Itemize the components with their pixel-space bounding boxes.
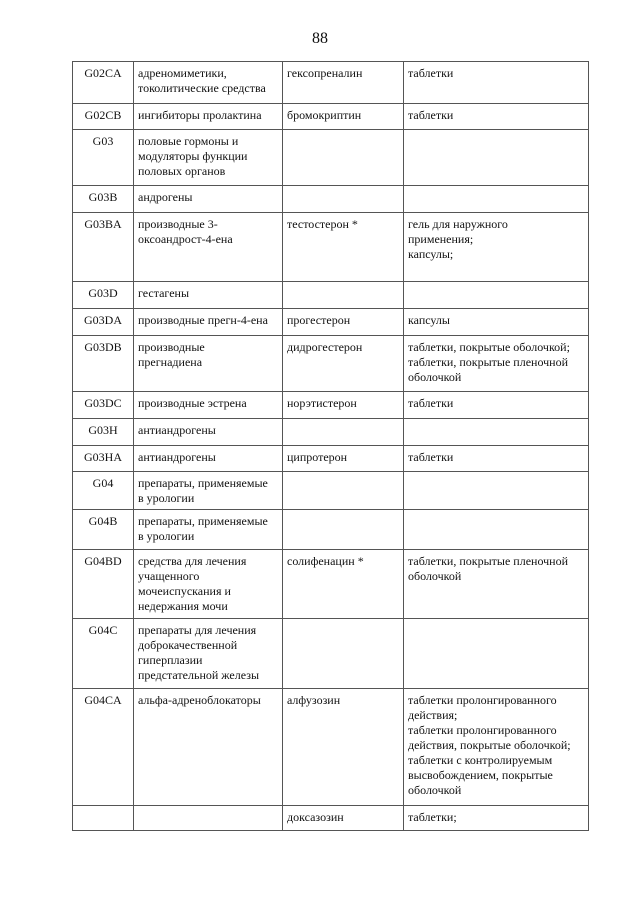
substance-cell: прогестерон	[283, 309, 404, 336]
table-row	[73, 392, 589, 419]
dosage-form-cell: таблетки	[404, 62, 589, 104]
substance-cell	[283, 186, 404, 213]
group-cell: андрогены	[134, 186, 283, 213]
group-cell: ингибиторы пролактина	[134, 104, 283, 130]
group-cell: гестагены	[134, 282, 283, 309]
atc-code-cell: G04CA	[73, 689, 134, 806]
atc-code-cell: G03DA	[73, 309, 134, 336]
atc-code-cell: G03H	[73, 419, 134, 446]
substance-cell	[283, 510, 404, 550]
atc-code-cell: G02CA	[73, 62, 134, 104]
substance-cell: доксазозин	[283, 806, 404, 831]
substance-cell: гексопреналин	[283, 62, 404, 104]
table-row	[73, 336, 589, 392]
substance-cell: дидрогестерон	[283, 336, 404, 392]
group-cell: альфа-адреноблокаторы	[134, 689, 283, 806]
group-cell: производные эстрена	[134, 392, 283, 419]
dosage-form-cell: таблетки пролонгированного действия; таблетки пролонгированного действия, покрытые оболочкой; таблетки с контролируемым высвобождением, покрытые оболочкой	[404, 689, 589, 806]
substance-cell: тестостерон *	[283, 213, 404, 282]
atc-code-cell: G03D	[73, 282, 134, 309]
table-row	[73, 689, 589, 806]
drug-table	[72, 61, 589, 831]
group-cell: средства для лечения учащенного мочеиспускания и недержания мочи	[134, 550, 283, 619]
atc-code-cell: G02CB	[73, 104, 134, 130]
table-row	[73, 550, 589, 619]
substance-cell: алфузозин	[283, 689, 404, 806]
substance-cell	[283, 130, 404, 186]
dosage-form-cell	[404, 472, 589, 510]
dosage-form-cell: таблетки	[404, 446, 589, 472]
dosage-form-cell: таблетки	[404, 392, 589, 419]
group-cell: антиандрогены	[134, 446, 283, 472]
substance-cell: солифенацин *	[283, 550, 404, 619]
table-row	[73, 806, 589, 831]
group-cell: производные прегнадиена	[134, 336, 283, 392]
group-cell: препараты, применяемые в урологии	[134, 510, 283, 550]
table-row	[73, 186, 589, 213]
page-number: 88	[312, 30, 328, 47]
dosage-form-cell: таблетки, покрытые оболочкой; таблетки, покрытые пленочной оболочкой	[404, 336, 589, 392]
dosage-form-cell: гель для наружного применения; капсулы;	[404, 213, 589, 282]
group-cell	[134, 806, 283, 831]
dosage-form-cell	[404, 510, 589, 550]
table-row	[73, 510, 589, 550]
atc-code-cell: G03HA	[73, 446, 134, 472]
group-cell: производные прегн-4-ена	[134, 309, 283, 336]
table-row	[73, 213, 589, 282]
group-cell: антиандрогены	[134, 419, 283, 446]
table-row	[73, 446, 589, 472]
group-cell: адреномиметики, токолитические средства	[134, 62, 283, 104]
atc-code-cell: G03	[73, 130, 134, 186]
dosage-form-cell	[404, 419, 589, 446]
substance-cell	[283, 619, 404, 689]
table-row	[73, 282, 589, 309]
atc-code-cell: G03BA	[73, 213, 134, 282]
table-row	[73, 104, 589, 130]
table-row	[73, 130, 589, 186]
dosage-form-cell	[404, 186, 589, 213]
table-row	[73, 62, 589, 104]
dosage-form-cell: таблетки, покрытые пленочной оболочкой	[404, 550, 589, 619]
dosage-form-cell	[404, 619, 589, 689]
dosage-form-cell	[404, 130, 589, 186]
atc-code-cell: G04B	[73, 510, 134, 550]
substance-cell: ципротерон	[283, 446, 404, 472]
group-cell: препараты для лечения доброкачественной гиперплазии предстательной железы	[134, 619, 283, 689]
table-row	[73, 419, 589, 446]
substance-cell: бромокриптин	[283, 104, 404, 130]
substance-cell: норэтистерон	[283, 392, 404, 419]
atc-code-cell	[73, 806, 134, 831]
table-row	[73, 309, 589, 336]
table-body	[73, 62, 589, 831]
table-row	[73, 472, 589, 510]
substance-cell	[283, 282, 404, 309]
group-cell: препараты, применяемые в урологии	[134, 472, 283, 510]
atc-code-cell: G04BD	[73, 550, 134, 619]
atc-code-cell: G03B	[73, 186, 134, 213]
atc-code-cell: G03DC	[73, 392, 134, 419]
atc-code-cell: G04	[73, 472, 134, 510]
dosage-form-cell: таблетки;	[404, 806, 589, 831]
substance-cell	[283, 472, 404, 510]
group-cell: производные 3- оксоандрост-4-ена	[134, 213, 283, 282]
dosage-form-cell: таблетки	[404, 104, 589, 130]
substance-cell	[283, 419, 404, 446]
table-row	[73, 619, 589, 689]
dosage-form-cell: капсулы	[404, 309, 589, 336]
atc-code-cell: G03DB	[73, 336, 134, 392]
group-cell: половые гормоны и модуляторы функции половых органов	[134, 130, 283, 186]
dosage-form-cell	[404, 282, 589, 309]
atc-code-cell: G04C	[73, 619, 134, 689]
